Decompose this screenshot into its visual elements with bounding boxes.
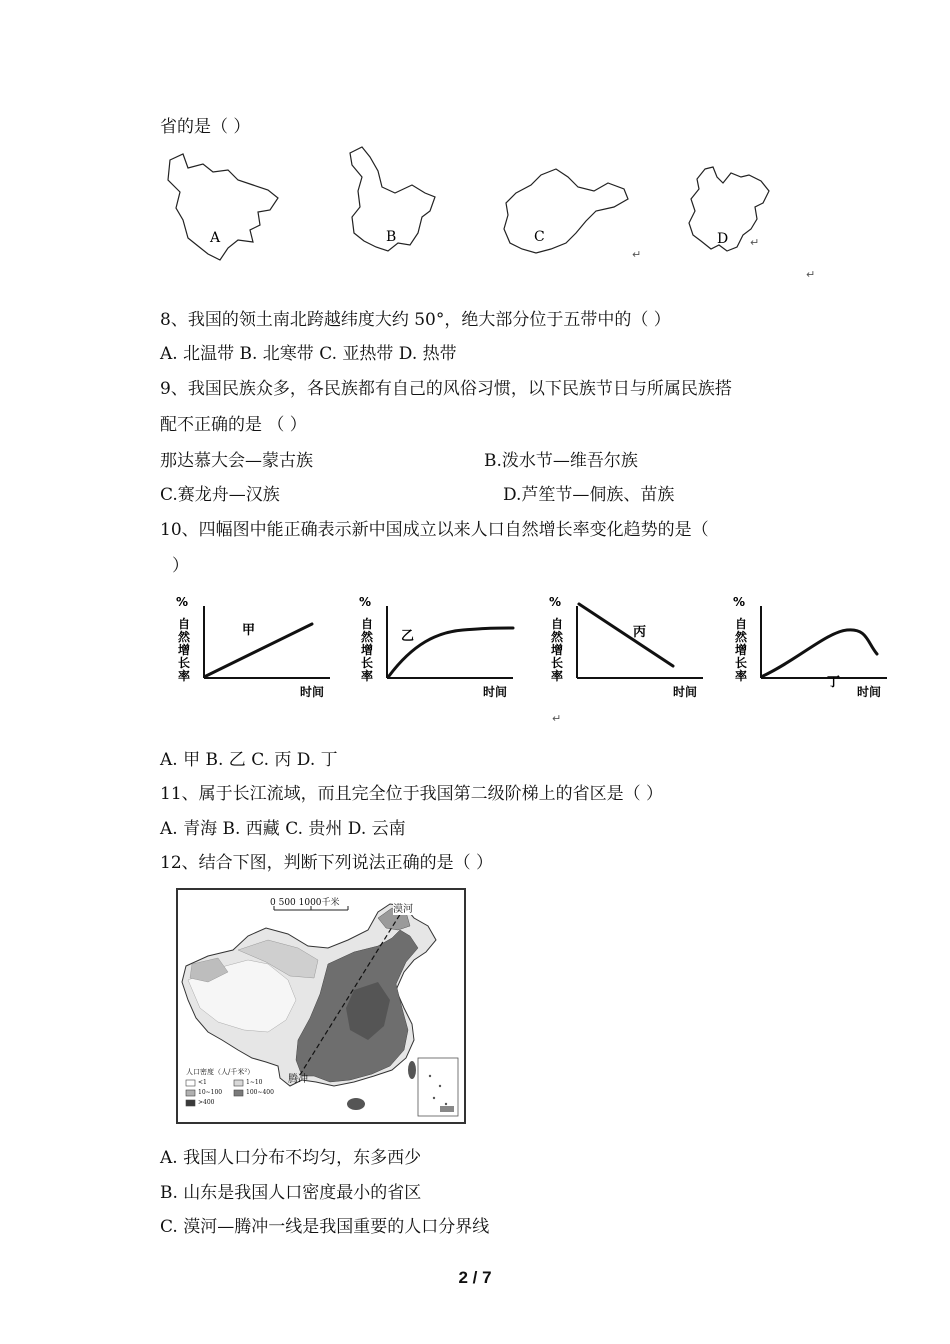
y-axis-label-char: 增 <box>551 643 564 657</box>
q9-option-d: D.芦笙节—侗族、苗族 <box>503 485 675 505</box>
map-label-d: D <box>717 231 729 247</box>
y-axis-label-char: 长 <box>735 656 748 670</box>
y-axis-label-char: 然 <box>551 630 564 644</box>
return-mark: ↵ <box>806 268 816 281</box>
chart-name-label: 丙 <box>633 625 647 640</box>
legend-item: <1 <box>198 1079 207 1086</box>
q10-stem-line1: 10、四幅图中能正确表示新中国成立以来人口自然增长率变化趋势的是（ <box>160 520 709 540</box>
q7-province-maps <box>158 145 818 285</box>
legend-item: 10~100 <box>198 1089 223 1096</box>
q12-stem: 12、结合下图，判断下列说法正确的是（ ） <box>160 853 494 873</box>
map-label-c: C <box>534 229 545 245</box>
y-unit-label: % <box>176 595 189 609</box>
legend-item: 100~400 <box>246 1089 274 1096</box>
return-mark: ↵ <box>632 248 642 261</box>
map-label-a: A <box>210 230 221 246</box>
y-axis-label-char: 增 <box>361 643 374 657</box>
q12-option-b: B. 山东是我国人口密度最小的省区 <box>160 1183 422 1203</box>
city-tengchong-label: 腾冲 <box>288 1074 308 1085</box>
return-mark: ↵ <box>750 236 760 249</box>
y-axis-label-char: 率 <box>735 669 748 683</box>
y-unit-label: % <box>549 595 562 609</box>
trend-line-丁 <box>763 630 877 676</box>
q9-option-a: 那达慕大会—蒙古族 <box>160 451 313 471</box>
x-axis-label: 时间 <box>483 685 508 699</box>
chart-name-label: 丁 <box>827 675 841 690</box>
q11-options: A. 青海 B. 西藏 C. 贵州 D. 云南 <box>160 819 406 839</box>
y-axis-label-char: 增 <box>735 643 748 657</box>
x-axis-label: 时间 <box>857 685 882 699</box>
q12-option-a: A. 我国人口分布不均匀，东多西少 <box>160 1148 422 1168</box>
y-axis-label-char: 长 <box>551 656 564 670</box>
y-axis-label-char: 自 <box>735 617 748 631</box>
y-axis-label-char: 率 <box>551 669 564 683</box>
q8-options: A. 北温带 B. 北寒带 C. 亚热带 D. 热带 <box>160 344 457 364</box>
q9-option-b: B.泼水节—维吾尔族 <box>484 451 638 471</box>
trend-chart-乙 <box>353 592 518 704</box>
y-unit-label: % <box>733 595 746 609</box>
q9-stem-line2: 配不正确的是 （ ） <box>160 415 307 435</box>
legend-item: 1~10 <box>246 1079 263 1086</box>
q10-trend-charts <box>170 592 900 704</box>
y-axis-label-char: 率 <box>361 669 374 683</box>
y-axis-label-char: 长 <box>178 656 191 670</box>
province-map-c <box>496 163 636 258</box>
province-map-d <box>683 163 778 263</box>
q11-stem: 11、属于长江流域，而且完全位于我国第二级阶梯上的省区是（ ） <box>160 784 664 804</box>
legend-title: 人口密度（人/千米²） <box>186 1068 255 1076</box>
y-axis-label-char: 增 <box>178 643 191 657</box>
x-axis-label: 时间 <box>300 685 325 699</box>
province-map-a <box>158 150 283 270</box>
q8-stem: 8、我国的领土南北跨越纬度大约 50°，绝大部分位于五带中的（ ） <box>160 310 671 330</box>
y-axis-label-char: 然 <box>735 630 748 644</box>
trend-chart-丙 <box>543 592 708 704</box>
y-axis-label-char: 自 <box>361 617 374 631</box>
q7-stem-tail: 省的是（ ） <box>160 117 251 137</box>
province-map-b <box>340 145 440 260</box>
y-unit-label: % <box>359 595 372 609</box>
y-axis-label-char: 然 <box>361 630 374 644</box>
y-axis-label-char: 然 <box>178 630 191 644</box>
trend-chart-丁 <box>727 592 892 704</box>
map-label-b: B <box>386 229 397 245</box>
q10-options: A. 甲 B. 乙 C. 丙 D. 丁 <box>160 750 338 770</box>
chart-name-label: 甲 <box>242 623 256 638</box>
map-scale-text: 0 500 1000千米 <box>270 898 340 908</box>
y-axis-label-char: 长 <box>361 656 374 670</box>
trend-line-丙 <box>579 604 673 666</box>
q9-stem-line1: 9、我国民族众多，各民族都有自己的风俗习惯，以下民族节日与所属民族搭 <box>160 379 732 399</box>
return-mark: ↵ <box>552 712 562 725</box>
y-axis-label-char: 自 <box>551 617 564 631</box>
q12-option-c: C. 漠河—腾冲一线是我国重要的人口分界线 <box>160 1217 490 1237</box>
y-axis-label-char: 率 <box>178 669 191 683</box>
trend-chart-甲 <box>170 592 335 704</box>
city-mohe-label: 漠河 <box>393 904 413 915</box>
population-density-map <box>176 888 466 1124</box>
trend-line-甲 <box>206 624 312 676</box>
q9-option-c: C.赛龙舟—汉族 <box>160 485 280 505</box>
x-axis-label: 时间 <box>673 685 698 699</box>
y-axis-label-char: 自 <box>178 617 191 631</box>
legend-item: >400 <box>198 1099 215 1106</box>
q10-stem-line2: ） <box>172 556 189 576</box>
page-number: 2 / 7 <box>458 1268 492 1287</box>
chart-name-label: 乙 <box>401 629 415 644</box>
